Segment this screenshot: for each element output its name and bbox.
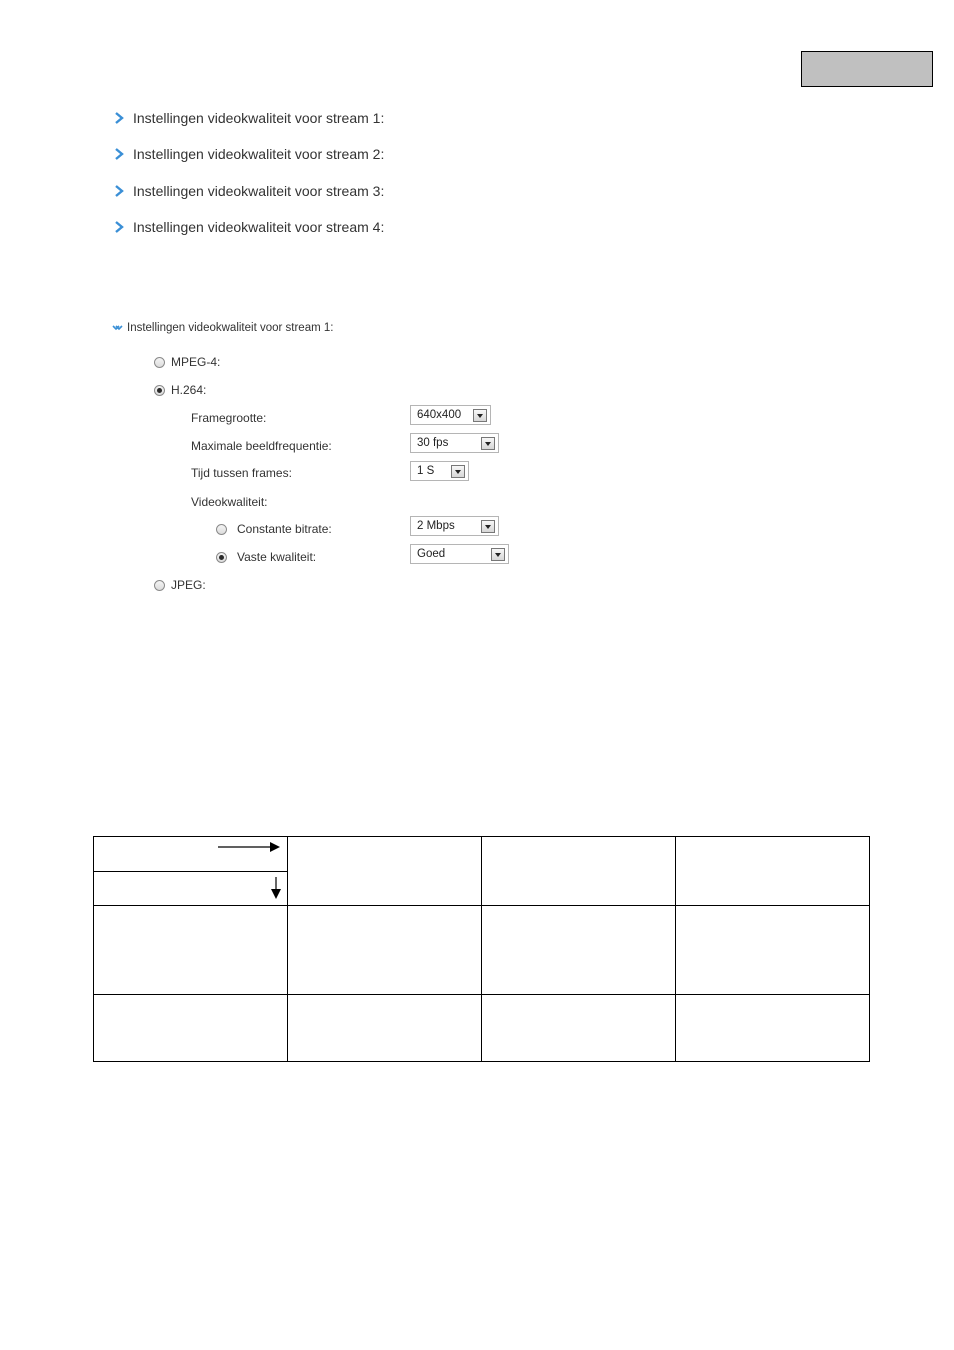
table-cell — [94, 906, 288, 995]
constant-bitrate-label: Constante bitrate: — [237, 522, 332, 536]
constant-bitrate-radio[interactable] — [216, 524, 227, 535]
h264-radio[interactable] — [154, 385, 165, 396]
framesize-select[interactable] — [410, 405, 491, 425]
fixed-quality-value: Goed — [417, 548, 446, 560]
stream-item-label: Instellingen videokwaliteit voor stream 2: — [133, 146, 385, 162]
mpeg4-radio[interactable] — [154, 357, 165, 368]
comparison-table — [93, 836, 870, 1062]
stream-settings-panel — [0, 0, 954, 620]
codec-jpeg-option[interactable] — [154, 578, 206, 592]
stream-item-label: Instellingen videokwaliteit voor stream 1: — [133, 110, 385, 126]
table-cell — [676, 995, 870, 1062]
dropdown-arrow-icon[interactable] — [481, 437, 495, 450]
framesize-value: 640x400 — [417, 409, 462, 421]
panel-header-label: Instellingen videokwaliteit voor stream 1: — [127, 322, 334, 334]
table-cell — [94, 995, 288, 1062]
panel-header[interactable] — [112, 322, 333, 334]
table-cell — [288, 995, 482, 1062]
keyframe-interval-value: 1 S — [417, 465, 435, 477]
h264-label: H.264: — [171, 383, 207, 397]
fixed-quality-select[interactable] — [410, 544, 509, 564]
stream-item-label: Instellingen videokwaliteit voor stream 4: — [133, 219, 385, 235]
dropdown-arrow-icon[interactable] — [473, 409, 487, 422]
video-quality-label: Videokwaliteit: — [191, 495, 268, 509]
table-cell — [676, 906, 870, 995]
chevron-down-icon — [112, 324, 123, 333]
table-row — [94, 995, 870, 1062]
constant-bitrate-option[interactable] — [216, 522, 332, 536]
table-cell — [288, 906, 482, 995]
mpeg4-label: MPEG-4: — [171, 355, 221, 369]
dropdown-arrow-icon[interactable] — [481, 520, 495, 533]
table-corner-cell — [94, 837, 288, 906]
dropdown-arrow-icon[interactable] — [451, 465, 465, 478]
jpeg-radio[interactable] — [154, 580, 165, 591]
constant-bitrate-value: 2 Mbps — [417, 520, 455, 532]
jpeg-label: JPEG: — [171, 578, 206, 592]
framesize-label: Framegrootte: — [191, 411, 267, 425]
keyframe-interval-select[interactable] — [410, 461, 469, 481]
table-row — [94, 837, 870, 906]
dropdown-arrow-icon[interactable] — [491, 548, 505, 561]
codec-h264-option[interactable] — [154, 383, 206, 397]
table-cell — [482, 906, 676, 995]
table-cell — [676, 837, 870, 906]
keyframe-interval-label: Tijd tussen frames: — [191, 466, 292, 480]
constant-bitrate-select[interactable] — [410, 516, 499, 536]
table-cell — [288, 837, 482, 906]
arrow-down-icon — [270, 877, 282, 901]
table-cell — [482, 837, 676, 906]
stream-item-label: Instellingen videokwaliteit voor stream 3: — [133, 183, 385, 199]
fixed-quality-label: Vaste kwaliteit: — [237, 550, 317, 564]
fixed-quality-radio[interactable] — [216, 552, 227, 563]
table-row — [94, 906, 870, 995]
max-framerate-select[interactable] — [410, 433, 499, 453]
fixed-quality-option[interactable] — [216, 550, 316, 564]
arrow-right-icon — [218, 841, 282, 853]
table-cell — [482, 995, 676, 1062]
max-framerate-label: Maximale beeldfrequentie: — [191, 439, 332, 453]
max-framerate-value: 30 fps — [417, 437, 449, 449]
codec-mpeg4-option[interactable] — [154, 355, 220, 369]
